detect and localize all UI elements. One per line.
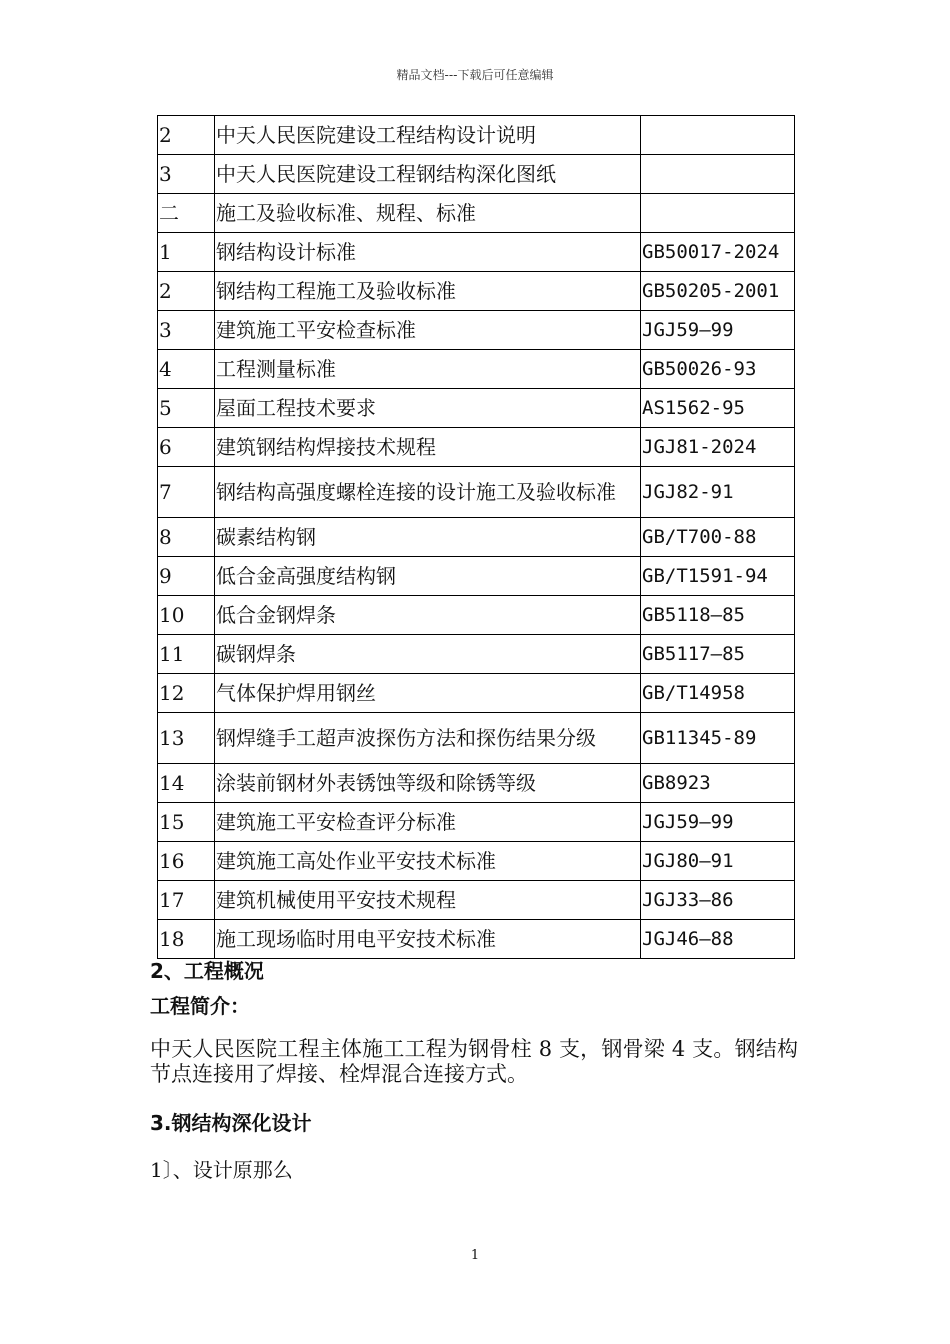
row-number-cell: 5 xyxy=(158,389,215,428)
row-number-cell: 7 xyxy=(158,467,215,518)
design-principle-line: 1〕、设计原那么 xyxy=(150,1158,293,1182)
table-row xyxy=(158,842,795,881)
overview-heading: 2、工程概况 xyxy=(150,959,264,983)
standards-table xyxy=(157,115,795,959)
standard-code-cell: JGJ82-91 xyxy=(641,467,795,518)
row-number-cell: 8 xyxy=(158,518,215,557)
standard-code-cell xyxy=(641,155,795,194)
row-number-cell: 15 xyxy=(158,803,215,842)
standard-name-cell: 建筑机械使用平安技术规程 xyxy=(215,881,641,920)
row-number-cell: 二 xyxy=(158,194,215,233)
standard-name-cell: 屋面工程技术要求 xyxy=(215,389,641,428)
standard-name-cell: 钢结构设计标准 xyxy=(215,233,641,272)
row-number-cell: 16 xyxy=(158,842,215,881)
table-row xyxy=(158,596,795,635)
standard-code-cell: AS1562-95 xyxy=(641,389,795,428)
standard-name-cell: 建筑钢结构焊接技术规程 xyxy=(215,428,641,467)
standard-name-cell: 工程测量标准 xyxy=(215,350,641,389)
standard-code-cell: GB/T700-88 xyxy=(641,518,795,557)
row-number-cell: 4 xyxy=(158,350,215,389)
standard-code-cell: GB8923 xyxy=(641,764,795,803)
table-row xyxy=(158,155,795,194)
table-row xyxy=(158,881,795,920)
table-row xyxy=(158,635,795,674)
standard-code-cell: GB50026-93 xyxy=(641,350,795,389)
row-number-cell: 14 xyxy=(158,764,215,803)
standard-name-cell: 气体保护焊用钢丝 xyxy=(215,674,641,713)
standard-name-cell: 施工及验收标准、规程、标准 xyxy=(215,194,641,233)
standard-code-cell: JGJ59—99 xyxy=(641,803,795,842)
page-number: 1 xyxy=(470,1248,480,1263)
row-number-cell: 1 xyxy=(158,233,215,272)
standard-name-cell: 低合金钢焊条 xyxy=(215,596,641,635)
standard-code-cell: JGJ59—99 xyxy=(641,311,795,350)
table-row xyxy=(158,518,795,557)
row-number-cell: 13 xyxy=(158,713,215,764)
standard-code-cell: GB/T14958 xyxy=(641,674,795,713)
page-header: 精品文档---下载后可任意编辑 xyxy=(396,68,554,82)
row-number-cell: 18 xyxy=(158,920,215,959)
standard-code-cell: GB50017-2024 xyxy=(641,233,795,272)
row-number-cell: 17 xyxy=(158,881,215,920)
standard-code-cell xyxy=(641,116,795,155)
table-row xyxy=(158,557,795,596)
row-number-cell: 12 xyxy=(158,674,215,713)
standard-name-cell: 建筑施工平安检查标准 xyxy=(215,311,641,350)
standard-name-cell: 低合金高强度结构钢 xyxy=(215,557,641,596)
standard-code-cell: GB5117—85 xyxy=(641,635,795,674)
standard-code-cell: JGJ80—91 xyxy=(641,842,795,881)
table-row xyxy=(158,194,795,233)
table-row xyxy=(158,233,795,272)
intro-heading: 工程简介： xyxy=(150,994,250,1018)
standard-code-cell: JGJ46—88 xyxy=(641,920,795,959)
standard-name-cell: 碳素结构钢 xyxy=(215,518,641,557)
standard-code-cell: JGJ33—86 xyxy=(641,881,795,920)
standard-name-cell: 中天人民医院建设工程结构设计说明 xyxy=(215,116,641,155)
standard-code-cell xyxy=(641,194,795,233)
standard-name-cell: 中天人民医院建设工程钢结构深化图纸 xyxy=(215,155,641,194)
standard-name-cell: 建筑施工高处作业平安技术标准 xyxy=(215,842,641,881)
row-number-cell: 2 xyxy=(158,272,215,311)
table-row xyxy=(158,764,795,803)
table-row xyxy=(158,713,795,764)
table-row xyxy=(158,389,795,428)
standard-name-cell: 钢焊缝手工超声波探伤方法和探伤结果分级 xyxy=(215,713,641,764)
standard-code-cell: GB11345-89 xyxy=(641,713,795,764)
row-number-cell: 10 xyxy=(158,596,215,635)
row-number-cell: 3 xyxy=(158,311,215,350)
standard-code-cell: GB/T1591-94 xyxy=(641,557,795,596)
table-row xyxy=(158,467,795,518)
table-row xyxy=(158,803,795,842)
row-number-cell: 2 xyxy=(158,116,215,155)
standard-name-cell: 施工现场临时用电平安技术标准 xyxy=(215,920,641,959)
standard-code-cell: JGJ81-2024 xyxy=(641,428,795,467)
table-row xyxy=(158,350,795,389)
standard-name-cell: 钢结构工程施工及验收标准 xyxy=(215,272,641,311)
standards-table-body xyxy=(158,116,795,959)
row-number-cell: 3 xyxy=(158,155,215,194)
table-row xyxy=(158,116,795,155)
standard-code-cell: GB5118—85 xyxy=(641,596,795,635)
row-number-cell: 11 xyxy=(158,635,215,674)
table-row xyxy=(158,674,795,713)
intro-paragraph: 中天人民医院工程主体施工工程为钢骨柱 8 支，钢骨梁 4 支。钢结构节点连接用了焊接、栓焊混合连接方式。 xyxy=(150,1037,798,1086)
table-row xyxy=(158,428,795,467)
standard-name-cell: 碳钢焊条 xyxy=(215,635,641,674)
row-number-cell: 9 xyxy=(158,557,215,596)
table-row xyxy=(158,272,795,311)
table-row xyxy=(158,311,795,350)
row-number-cell: 6 xyxy=(158,428,215,467)
standard-code-cell: GB50205-2001 xyxy=(641,272,795,311)
standard-name-cell: 钢结构高强度螺栓连接的设计施工及验收标准 xyxy=(215,467,641,518)
standard-name-cell: 建筑施工平安检查评分标准 xyxy=(215,803,641,842)
deepening-heading: 3.钢结构深化设计 xyxy=(150,1111,312,1135)
table-row xyxy=(158,920,795,959)
standard-name-cell: 涂装前钢材外表锈蚀等级和除锈等级 xyxy=(215,764,641,803)
